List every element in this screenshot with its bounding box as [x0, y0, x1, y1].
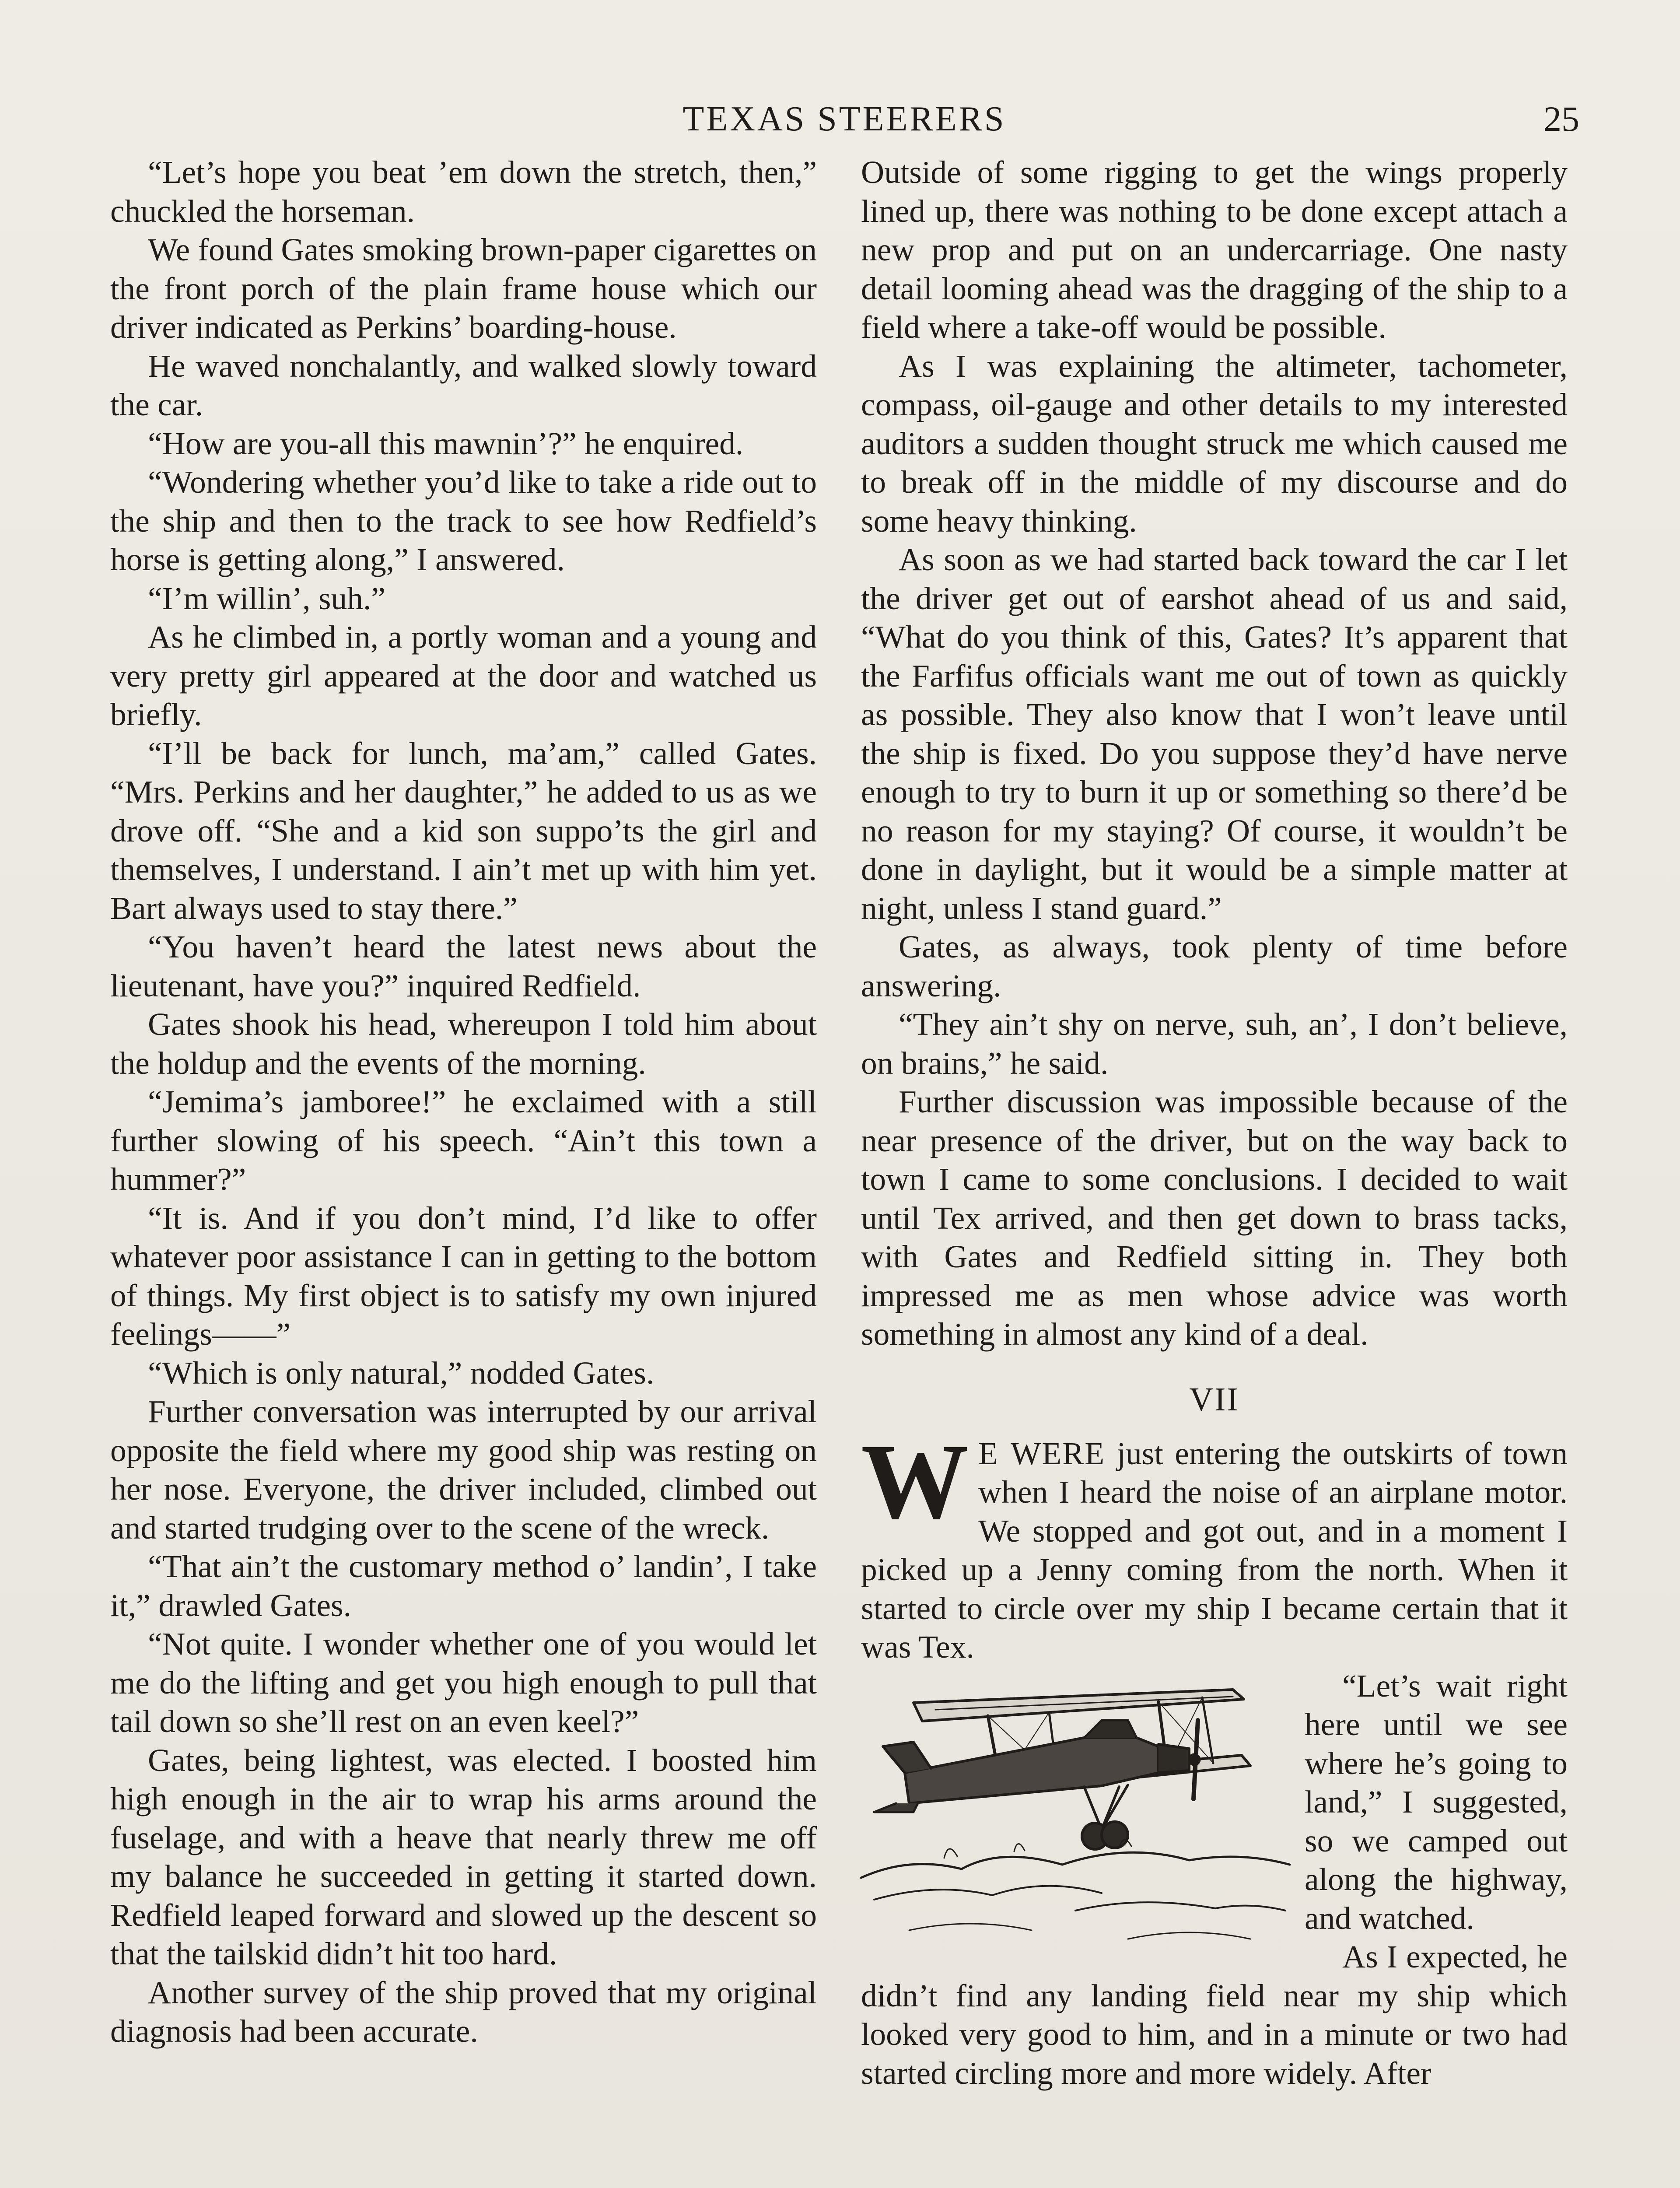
drop-cap: W: [861, 1422, 969, 1541]
paragraph: Another survey of the ship proved that my original diagnosis had been accurate.: [110, 1974, 817, 2049]
paragraph: As I expected, he didn’t find any landing field near my ship which looked very good to him, and in a minute or two had started circling more and more widely. After: [861, 1939, 1568, 2091]
paragraph: “Let’s hope you beat ’em down the stretch, then,” chuckled the horseman.: [110, 154, 817, 229]
paragraph: “Which is only natural,” nodded Gates.: [148, 1355, 654, 1391]
paragraph: “You haven’t heard the latest news about the lieutenant, have you?” inquired Redfield.: [110, 929, 817, 1003]
paragraph: “That ain’t the customary method o’ landin’, I take it,” drawled Gates.: [110, 1549, 817, 1623]
left-column: [110, 153, 817, 2051]
paragraph: Gates shook his head, whereupon I told him about the holdup and the events of the morning.: [110, 1006, 817, 1081]
illustrated-paragraph-text: “Let’s wait right here until we see where he’s going to land,” I suggested, so we camped out along the highway, and watched.: [1305, 1668, 1568, 1936]
paragraph: “Wondering whether you’d like to take a ride out to the ship and then to the track to see how Redfield’s horse is getting along,” I answered.: [110, 464, 817, 577]
paragraph: Further conversation was interrupted by our arrival opposite the field where my good ship was resting on her nose. Everyone, the driver included, climbed out and started trudging over to the scene of the wreck.: [110, 1394, 817, 1546]
illustrated-paragraph: [861, 1667, 1568, 1938]
running-title: TEXAS STEERERS: [682, 100, 1006, 138]
dropcap-paragraph-text: just entering the outskirts of town when I heard the noise of an airplane motor. We stopped and got out, and in a moment I picked up a Jenny coming from the north. When it started to circle over my ship I became certain that it was Tex.: [861, 1435, 1568, 1665]
page-number: 25: [1544, 99, 1579, 139]
section-heading: VII: [1189, 1381, 1239, 1418]
right-column: [861, 153, 1568, 2093]
paragraph: “Jemima’s jamboree!” he exclaimed with a still further slowing of his speech. “Ain’t this town a hummer?”: [110, 1084, 817, 1197]
running-head: [109, 97, 1579, 141]
paragraph: “It is. And if you don’t mind, I’d like to offer whatever poor assistance I can in getting to the bottom of things. My first object is to satisfy my own injured feelings——”: [110, 1200, 817, 1352]
paragraph-continued: Outside of some rigging to get the wings properly lined up, there was nothing to be done except attach a new prop and put on an undercarriage. One nasty detail looming ahead was the dragging of the ship to a field where a take-off would be possible.: [861, 154, 1568, 345]
biplane-illustration: [857, 1672, 1294, 1952]
paragraph: “How are you-all this mawnin’?” he enquired.: [148, 425, 744, 461]
paragraph: He waved nonchalantly, and walked slowly toward the car.: [110, 348, 817, 422]
paragraph: We found Gates smoking brown-paper cigarettes on the front porch of the plain frame house which our driver indicated as Perkins’ boarding-house.: [110, 232, 817, 345]
paragraph: Gates, being lightest, was elected. I boosted him high enough in the air to wrap his arms around the fuselage, and with a heave that nearly threw me off my balance he succeeded in getting it started down. Redfield leaped forward and slowed up the descent so that the tailskid didn’t hit too hard.: [110, 1742, 817, 1971]
paragraph: Gates, as always, took plenty of time before answering.: [861, 929, 1568, 1003]
dropcap-paragraph: [861, 1422, 1568, 1667]
paragraph: As I was explaining the altimeter, tachometer, compass, oil-gauge and other details to my interested auditors a sudden thought struck me which caused me to break off in the middle of my discourse and do some heavy thinking.: [861, 348, 1568, 539]
paragraph: “Not quite. I wonder whether one of you would let me do the lifting and get you high enough to pull that tail down so she’ll rest on an even keel?”: [110, 1626, 817, 1739]
paragraph: As soon as we had started back toward the car I let the driver get out of earshot ahead of us and said, “What do you think of this, Gates? It’s apparent that the Farfifus officials want me out of town as quickly as possible. They also know that I won’t leave until the ship is fixed. Do you suppose they’d have nerve enough to try to burn it up or something so there’d be no reason for my staying? Of course, it wouldn’t be done in daylight, but it would be a simple matter at night, unless I stand guard.”: [861, 542, 1568, 926]
paragraph: “They ain’t shy on nerve, suh, an’, I don’t believe, on brains,” he said.: [861, 1006, 1568, 1081]
small-caps-lead: E WERE: [978, 1435, 1106, 1471]
paragraph: “I’ll be back for lunch, ma’am,” called Gates. “Mrs. Perkins and her daughter,” he added to us as we drove off. “She and a kid son suppo’ts the girl and themselves, I understand. I ain’t met up with him yet. Bart always used to stay there.”: [110, 735, 817, 926]
paragraph: “I’m willin’, suh.”: [148, 580, 385, 616]
paragraph: As he climbed in, a portly woman and a young and very pretty girl appeared at the door and watched us briefly.: [110, 619, 817, 732]
paragraph: Further discussion was impossible because of the near presence of the driver, but on the way back to town I came to some conclusions. I decided to wait until Tex arrived, and then get down to brass tacks, with Gates and Redfield sitting in. They both impressed me as men whose advice was worth something in almost any kind of a deal.: [861, 1084, 1568, 1352]
